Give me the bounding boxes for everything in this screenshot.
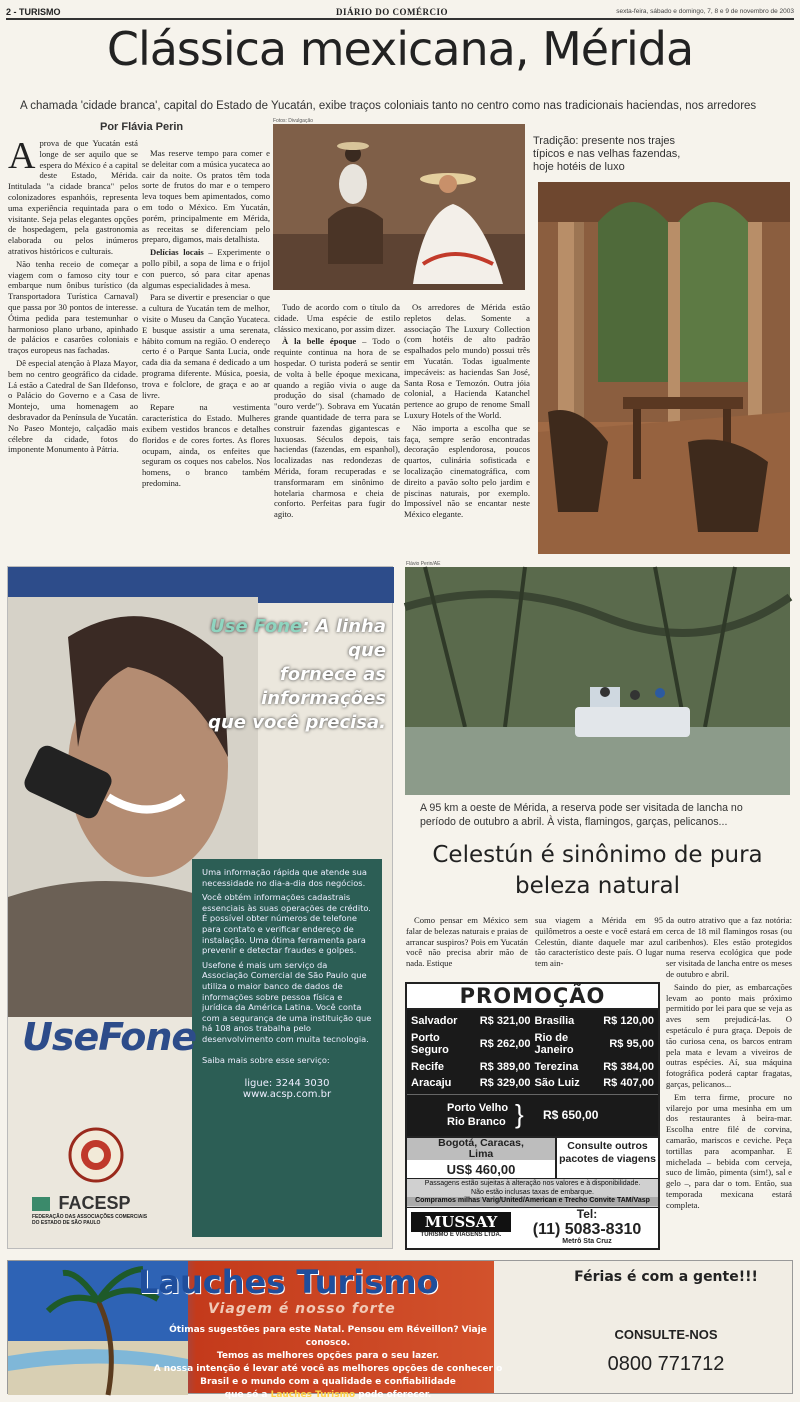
article2-column-1 [406, 915, 528, 977]
fare-row [533, 1059, 657, 1075]
paragraph: Não tenha receio de começar a viagem com o famoso city tour e embarque num ônibus turístico (da Transportadora Turística Carnaval) que passa por 30 pontos de interesse. Ótima pedida para testemunhar o harmonioso plano urbano, apinhado de palácios e casarões coloniais e traços europeus nas fachadas. [8, 258, 138, 356]
usefone-advertisement[interactable] [7, 566, 393, 1249]
fare-row [409, 1059, 533, 1075]
paragraph: Saindo do pier, as embarcações levam ao ponto mais próximo permitido por lei para que se veja as aves sem prejudicá-las. O espetáculo é pura graça. Depois de tão curiosa cena, os barcos entram pela mata e levam a viveiros de outras espécies. Aí, sua máquina fotográfica poderá captar fragatas, garças, pelicanos... [666, 981, 792, 1089]
article-column-2 [142, 148, 270, 563]
article2-column-2 [535, 915, 663, 977]
paragraph: – Experimente o pollo pibil, a sopa de lima e o frijol con puerco, só para citar apenas algumas especialidades à mesa. [142, 247, 270, 290]
usefone-brand: Use Fone [210, 616, 303, 637]
fare-city: Salvador [411, 1015, 458, 1028]
fare-price: R$ 407,00 [603, 1076, 654, 1089]
fare-row [533, 1013, 657, 1029]
fare-price: R$ 389,00 [479, 1060, 531, 1073]
lauches-consulte: CONSULTE-NOS [614, 1327, 718, 1342]
facesp-icon [32, 1197, 50, 1211]
paragraph: Repare na vestimenta característica do Estado. Mulheres exibem vestidos brancos e detalhes floridos e de cores fortes. As flores ocupam, ainda, os enfeites que seguram os coques nos cabelos. Nos homens, o branco também predomina. [142, 402, 270, 488]
promo-notes: Passagens estão sujeitas à alteração nos valores e à disponibilidade. Não estão inclusas taxas de embarque. Compramos milhas Varig/United/American e Trecho Convite TAM/Vasp [407, 1178, 658, 1207]
fare-row [409, 1013, 533, 1029]
fare-city: Aracaju [411, 1076, 452, 1089]
fare-price: R$ 321,00 [479, 1015, 531, 1028]
lauches-tagline: Viagem é nosso forte [208, 1301, 396, 1317]
paragraph: Dê especial atenção à Plaza Mayor, bem no centro geográfico da cidade. Lá estão a Catedral de San Ildefonso, o Palácio do Governo e a Casa de Montejo, uma homenagem ao desbravador da Península de Yucatán. No Paseo Montejo, calçadão mais célebre da cidade, fotos do imponente Monumento à Pátria. [8, 357, 138, 455]
paragraph: prova de que Yucatán está longe de ser aquilo que se espera do México é a capital deste Estado, Mérida. Intitulada "a cidade branca" pelos colonizadores espanhóis, representa uma experiência requintada para o visitante. Seja pelas elegantes opções de hospedagem, pela gastronomia elaborada ou pelos inúmeros atrativos históricos e culturais. [8, 138, 138, 256]
photo-hacienda [538, 182, 790, 554]
fare-city: Brasília [534, 1015, 575, 1028]
lauches-turismo-advertisement[interactable] [7, 1260, 793, 1400]
photo-traditional-costumes [273, 124, 525, 290]
promo-phone[interactable]: (11) 5083-8310 [532, 1220, 642, 1238]
ad-phone[interactable]: ligue: 3244 3030 [244, 1078, 330, 1090]
fare-city: Recife [411, 1060, 445, 1073]
paragraph: Em terra firme, procure no vilarejo por uma mesinha em um dos restaurantes à beira-mar. Escolha entre filé de corvina, camarão, mariscos e ceviche. Peça tortillas para acompanhar. E michelada – bebida com cerveja, suco de limão, pimenta (sim!), sal e gelo –, para dar o tom. Então, sua temporada mexicana estará completa. [666, 1091, 792, 1210]
hacienda-illustration [538, 182, 790, 554]
usefone-logo: UseFone [22, 1015, 197, 1059]
photo-credit: Flávio Perin/AE [406, 561, 441, 567]
promo-fare-table [407, 1010, 658, 1094]
fare-price: R$ 384,00 [603, 1060, 654, 1073]
promo-international: Bogotá, Caracas, Lima US$ 460,00 Consulte outros pacotes de viagens [407, 1136, 658, 1178]
drop-cap: A [8, 135, 36, 177]
newspaper-name: DIÁRIO DO COMÉRCIO [336, 7, 449, 17]
facesp-logo: FACESP FEDERAÇÃO DAS ASSOCIAÇÕES COMERCIAIS DO ESTADO DE SÃO PAULO [32, 1193, 148, 1226]
fare-city: Porto Seguro [411, 1031, 449, 1056]
paragraph: Como pensar em México sem falar de belezas naturais e praias de arrancar suspiros? Pois em Yucatán você não precisa abrir mão de nada. Estique [406, 915, 528, 969]
paragraph: Para se divertir e presenciar o que a cultura de Yucatán tem de melhor, visite o Museu da Canção Yucateca. E busque assistir a uma serenata, hábito comum na região. O endereço certo é o Parque Santa Lucia, onde cada dia da semana é dedicado a um programa diferente. Música, poesia, trova e folclore, de graça e ao ar livre. [142, 292, 270, 400]
fare-city: São Luiz [534, 1076, 580, 1089]
article-subtitle: A chamada 'cidade branca', capital do Estado de Yucatán, exibe traços coloniais tanto no centro como nas tradicionais haciendas, nos arredores [20, 100, 757, 112]
fares-left [409, 1013, 533, 1091]
riders-illustration [273, 124, 525, 290]
paragraph: da outro atrativo que a faz notória: cerca de 18 mil flamingos rosas (ou caribenhos). Eles estão protegidos numa reserva ecológica que pode ser visitada de lancha entre os meses de outubro e abril. [666, 915, 792, 979]
paragraph: Os arredores de Mérida estão repletos delas. Somente a associação The Luxury Collection (com hotéis de alto padrão espalhados pelo mundo) possui três em Yucatán. Todas igualmente impecáveis: as haciendas San José, Santa Rosa e Temozón. Outra jóia colonial, a Hacienda Katanchel pertence ao grupo de renome Small Luxury Hotels of the World. [404, 302, 530, 420]
fare-row [409, 1075, 533, 1091]
issue-date: sexta-feira, sábado e domingo, 7, 8 e 9 de novembro de 2003 [616, 8, 794, 15]
paragraph: sua viagem a Mérida em 95 quilômetros a oeste e você estará em Celestún, diante daquele mar azul tão característico deste país. O lugar tem ain- [535, 915, 663, 969]
article2-column-3 [666, 915, 792, 1255]
ad-info-panel: Uma informação rápida que atende sua necessidade no dia-a-dia dos negócios. Você obtém informações cadastrais essenciais às suas operações de crédito. É possível obter números de telefone para contato e verificar endereço de instalação. Uma ótima ferramenta para prevenir e detectar fraudes e golpes. Usefone é mais um serviço da Associação Comercial de São Paulo que utiliza o maior banco de dados de informações sobre pessoa física e jurídica da América Latina. Você conta com a segurança de uma instituição que há 108 anos trabalha pelo desenvolvimento com muita tecnologia. Saiba mais sobre esse serviço: ligue: 3244 3030 www.acsp.com.br [192, 859, 382, 1237]
fares-right [533, 1013, 657, 1091]
mangrove-boat-illustration [405, 567, 790, 795]
ad-headline: Use Fone: A linha que fornece as informações que você precisa. [208, 616, 386, 733]
acsp-seal-icon [68, 1127, 124, 1183]
photo-celestun-reserve [405, 567, 790, 795]
lauches-slogan: Férias é com a gente!!! [574, 1269, 758, 1285]
fare-city: Rio de Janeiro [534, 1031, 574, 1056]
promo-porto-velho: Porto Velho Rio Branco } R$ 650,00 [407, 1094, 658, 1136]
mussay-promo-advertisement[interactable] [405, 982, 660, 1250]
paragraph: Tudo de acordo com o título da cidade. Uma espécie de estilo clássico mexicano, por assim dizer. [274, 302, 400, 334]
fare-price: R$ 95,00 [609, 1037, 654, 1050]
photo-caption: Tradição: presente nos trajes típicos e nas velhas fazendas, hoje hotéis de luxo [533, 135, 681, 173]
promo-footer: MUSSAY TURISMO E VIAGENS LTDA. Tel: (11) 5083-8310 Metrô Sta Cruz [407, 1207, 658, 1251]
article-column-4 [404, 302, 530, 564]
page-header [6, 6, 794, 20]
mussay-logo: MUSSAY TURISMO E VIAGENS LTDA. [411, 1212, 511, 1238]
article-title: Clássica mexicana, Mérida [106, 22, 694, 76]
paragraph: Mas reserve tempo para comer e se deleitar com a música yucateca ao cair da noite. Os pratos têm toda sorte de frutos do mar e o tempero leva toques bem apimentados, como em todo o México. Em Yucatán, porém, principalmente em Mérida, as receitas se diferenciam pelo preparo, digamos, mais detalhista. [142, 148, 270, 245]
lauches-brand: Lauches Turismo [138, 1263, 439, 1301]
lauches-copy: Ótimas sugestões para este Natal. Pensou em Réveillon? Viaje conosco. Temos as melhores opções para o seu lazer. A nossa intenção é levar até você as melhores opções de conhecer o Brasil e o mundo com a qualidade e confiabilidade que só a Lauches Turismo pode oferecer. [153, 1325, 503, 1400]
fare-row [533, 1075, 657, 1091]
article2-title: Celestún é sinônimo de pura beleza natural [432, 842, 763, 899]
section-label: 2 - TURISMO [6, 7, 61, 17]
article-column-1 [8, 135, 138, 563]
fare-row [409, 1029, 533, 1059]
photo-credit: Fotos: Divulgação [273, 118, 314, 124]
fare-row [533, 1029, 657, 1059]
fare-city: Terezina [534, 1060, 579, 1073]
lauches-phone[interactable]: 0800 771712 [607, 1353, 725, 1375]
fare-price: R$ 329,00 [479, 1076, 531, 1089]
photo-caption: A 95 km a oeste de Mérida, a reserva pode ser visitada de lancha no período de outubro a abril. À vista, flamingos, garças, pelicanos... [420, 802, 743, 828]
byline: Por Flávia Perin [100, 121, 184, 133]
fare-price: R$ 262,00 [479, 1037, 531, 1050]
subhead: À la belle époque [282, 336, 357, 347]
brace-icon: } [515, 1099, 524, 1129]
paragraph: Não importa a escolha que se faça, sempre serão encontradas decoração esplendorosa, poucos quartos, culinária sofisticada e localização cinematográfica, com direito a pavão solto pelo jardim e piscinas naturais, por exemplo. Impossível não se encantar neste México elegante. [404, 422, 530, 520]
paragraph: – Todo o requinte continua na hora de se hospedar. O turista poderá se sentir de volta à belle époque mexicana, quando a região vivia o auge da produção do sisal (chamado de "ouro verde"). Sobrava em Yucatán grande quantidade de terra para se construir fazendas gigantescas e luxuosas. Séculos depois, tais haciendas (fazendas, em espanhol), localizadas nas redondezas de Mérida, foram recuperadas e se transformaram em sinônimo de hotelaria charmosa e cheia de conforto. Perfeitas para fugir do agito. [274, 336, 400, 520]
subhead: Delícias locais [150, 247, 204, 258]
promo-title: PROMOÇÃO [407, 984, 658, 1010]
fare-price: R$ 120,00 [603, 1015, 654, 1028]
ad-url[interactable]: www.acsp.com.br [242, 1088, 332, 1100]
article-column-3 [274, 302, 400, 564]
